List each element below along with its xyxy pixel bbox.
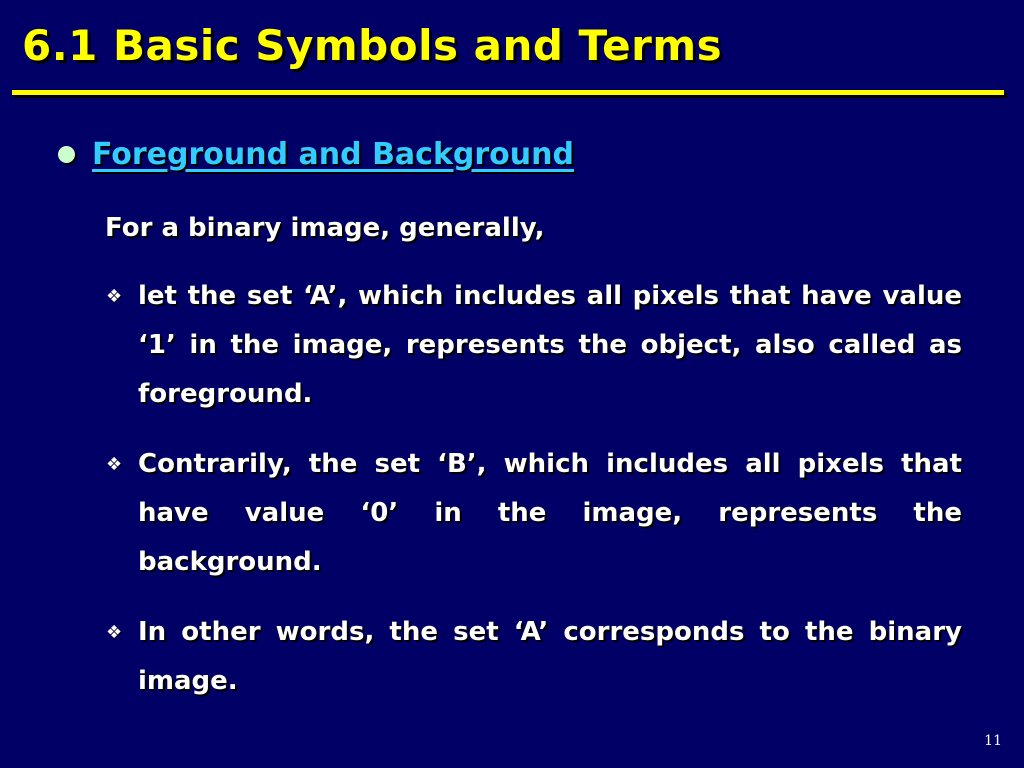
slide-title: 6.1 Basic Symbols and Terms — [22, 21, 723, 70]
page-number: 11 — [984, 733, 1002, 749]
section-heading: Foreground and Background — [92, 136, 574, 172]
title-underline — [12, 90, 1004, 95]
diamond-bullet-icon: ❖ — [106, 286, 123, 307]
intro-text: For a binary image, generally, — [105, 213, 545, 243]
bullet-heading-row — [58, 130, 574, 178]
sub-bullet-item — [106, 608, 962, 706]
sub-bullet-item — [106, 272, 962, 419]
sub-bullet-text: Contrarily, the set ‘B’, which includes all pixels that have value ‘0’ in the image, represents the background. — [138, 449, 962, 577]
sub-bullet-text: In other words, the set ‘A’ corresponds to the binary image. — [138, 617, 962, 696]
sub-bullet-text: let the set ‘A’, which includes all pixels that have value ‘1’ in the image, represents the object, also called as foreground. — [138, 281, 962, 409]
round-bullet-icon — [58, 146, 75, 163]
diamond-bullet-icon: ❖ — [106, 622, 123, 643]
sub-bullet-item — [106, 440, 962, 587]
diamond-bullet-icon: ❖ — [106, 454, 123, 475]
